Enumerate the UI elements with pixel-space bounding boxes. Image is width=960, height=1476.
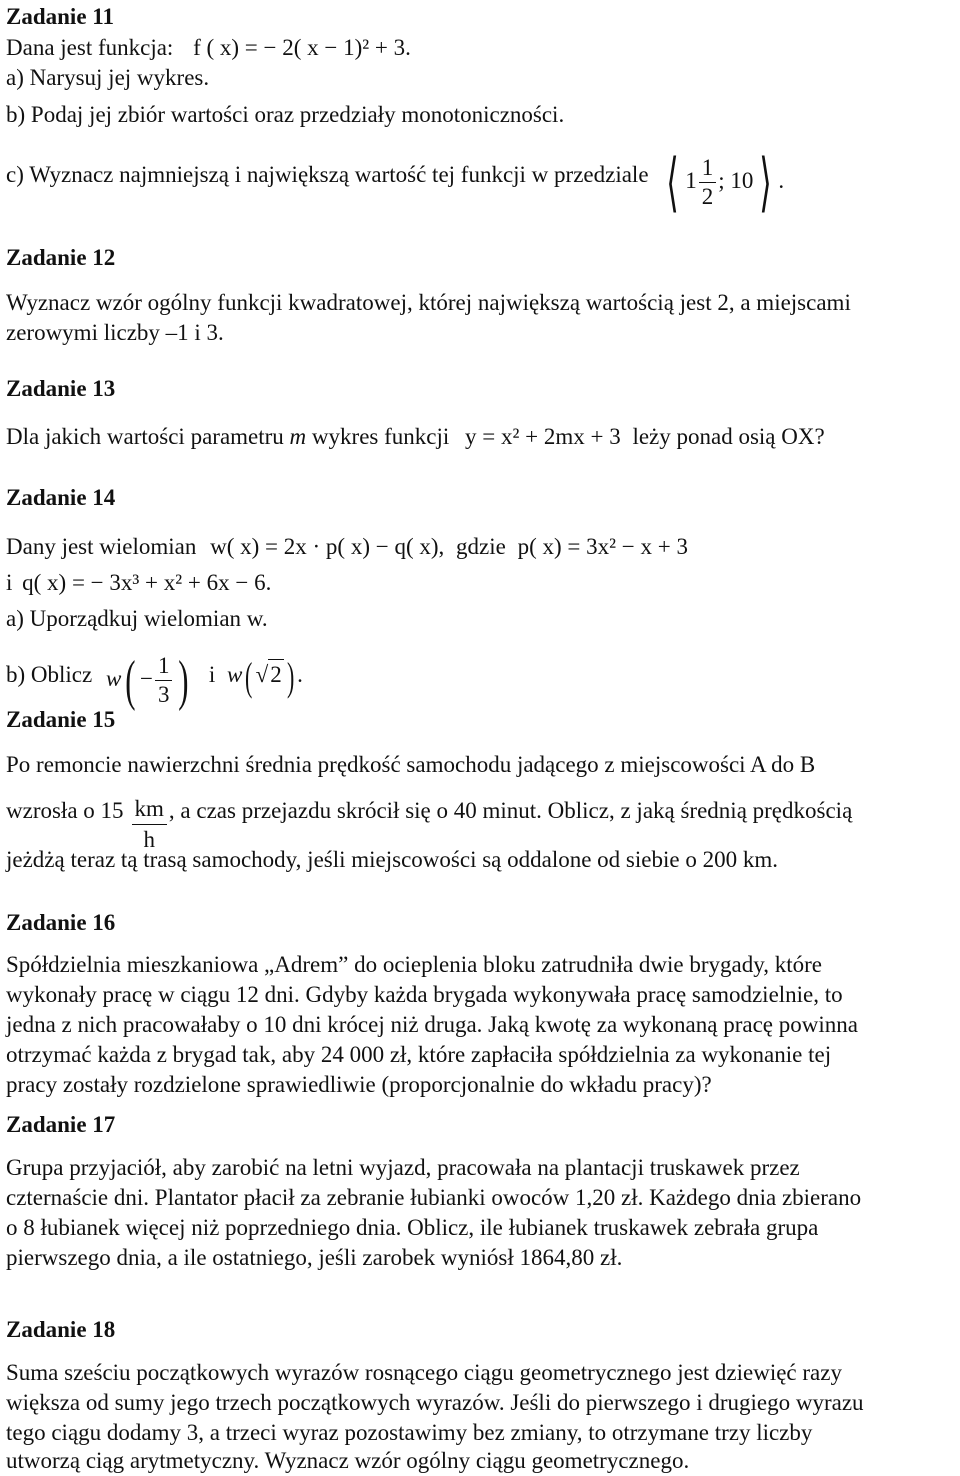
- task-17-line-2: czternaście dni. Plantator płacił za zebranie łubianki owoców 1,20 zł. Każdego dnia zbierano: [6, 1185, 862, 1210]
- task-13-parameter: m: [289, 424, 307, 449]
- task-17-line-4: pierwszego dnia, a ile ostatniego, jeśli zarobek wyniósł 1864,80 zł.: [6, 1245, 623, 1270]
- task-17-line-1: Grupa przyjaciół, aby zarobić na letni wyjazd, pracowała na plantacji truskawek przez: [6, 1155, 800, 1180]
- right-angle-bracket: ⟩: [759, 146, 773, 218]
- task-11-intro: Dana jest funkcja:: [6, 35, 174, 60]
- task-15-text-pre: wzrosła o 15: [6, 797, 124, 823]
- task-16-line-3: jedna z nich pracowałaby o 10 dni krócej niż druga. Jaką kwotę za wykonaną pracę powinna: [6, 1012, 858, 1037]
- task-13-text-post: leży ponad osią OX?: [632, 424, 825, 449]
- task-12-line-2: zerowymi liczby –1 i 3.: [6, 320, 224, 345]
- task-17-line-3: o 8 łubianek więcej niż poprzedniego dnia. Oblicz, ile łubianek truskawek zebrała grupa: [6, 1215, 819, 1240]
- left-angle-bracket: ⟨: [666, 146, 680, 218]
- task-11-part-a: a) Narysuj jej wykres.: [6, 65, 210, 90]
- task-11-period: .: [778, 167, 785, 193]
- task-14-part-b-text: b) Oblicz: [6, 661, 93, 687]
- task-15-title: Zadanie 15: [6, 707, 116, 732]
- task-14-gdzie: gdzie: [456, 534, 506, 559]
- fraction-numerator: 1: [155, 652, 173, 681]
- task-17-title: Zadanie 17: [6, 1112, 116, 1137]
- right-paren: ): [178, 649, 189, 712]
- task-12-title: Zadanie 12: [6, 245, 116, 270]
- document-page: [6, 0, 954, 1475]
- unit-denominator: h: [143, 827, 155, 852]
- task-11-interval: [660, 146, 785, 218]
- task-13-text-pre: Dla jakich wartości parametru: [6, 424, 284, 449]
- right-paren-2: ): [286, 653, 295, 699]
- task-15-line-1: Po remoncie nawierzchni średnia prędkość samochodu jadącego z miejscowości A do B: [6, 752, 816, 777]
- w-function: w: [105, 665, 122, 691]
- fraction-one-third: [155, 652, 173, 709]
- task-14-part-b-i: i: [208, 661, 216, 687]
- fraction-denominator: 3: [157, 682, 170, 707]
- task-18-line-4: utworzą ciąg arytmetyczny. Wyznacz wzór ogólny ciągu geometrycznego.: [6, 1448, 690, 1473]
- task-13-text-mid: wykres funkcji: [311, 424, 450, 449]
- task-18-line-1: Suma sześciu początkowych wyrazów rosnącego ciągu geometrycznego jest dziewięć razy: [6, 1360, 842, 1385]
- task-13-question: [6, 422, 825, 452]
- task-14-expression-2: [227, 653, 303, 699]
- task-14-title: Zadanie 14: [6, 485, 116, 510]
- task-14-line-1: [6, 532, 688, 562]
- task-14-q-definition: q( x) = − 3x³ + x² + 6x − 6.: [22, 570, 272, 595]
- task-16-line-1: Spółdzielnia mieszkaniowa „Adrem” do ocieplenia bloku zatrudniła dwie brygady, które: [6, 952, 823, 977]
- task-14-text-pre: Dany jest wielomian: [6, 534, 197, 559]
- task-14-w-definition: w( x) = 2x · p( x) − q( x),: [210, 534, 445, 559]
- task-12-line-1: Wyznacz wzór ogólny funkcji kwadratowej, której największą wartością jest 2, a miejscami: [6, 290, 851, 315]
- w-function-2: w: [227, 661, 243, 687]
- task-13-title: Zadanie 13: [6, 376, 116, 401]
- task-11-part-c: [6, 146, 785, 218]
- sqrt-icon: √: [255, 661, 269, 687]
- task-14-i: i: [6, 570, 13, 595]
- task-15-text-post: , a czas przejazdu skrócił się o 40 minut. Oblicz, z jaką średnią prędkością: [168, 797, 853, 823]
- interval-integer-part: 1: [685, 167, 697, 193]
- task-15-line-3: jeżdżą teraz tą trasą samochody, jeśli miejscowości są oddalone od siebie o 200 km.: [6, 847, 778, 872]
- task-11-formula: f ( x) = − 2( x − 1)² + 3.: [193, 35, 411, 60]
- task-14-part-a: a) Uporządkuj wielomian w.: [6, 606, 268, 631]
- left-paren-2: (: [245, 653, 253, 699]
- task-14-part-b: [6, 648, 303, 712]
- sqrt-argument: 2: [268, 659, 284, 690]
- task-11-definition: [6, 33, 411, 63]
- interval-fraction: [699, 154, 717, 211]
- task-16-line-2: wykonały pracę w ciągu 12 dni. Gdyby każda brygada wykonywała pracę samodzielnie, to: [6, 982, 843, 1007]
- interval-fraction-numerator: 1: [699, 154, 717, 183]
- task-16-title: Zadanie 16: [6, 910, 116, 935]
- task-18-line-3: tego ciągu dodamy 3, a trzeci wyraz pozostawimy bez zmiany, to otrzymane trzy liczby: [6, 1420, 813, 1445]
- task-15-line-2: [6, 782, 853, 852]
- interval-fraction-denominator: 2: [701, 184, 714, 209]
- task-14-period: .: [297, 661, 303, 687]
- task-13-formula: y = x² + 2mx + 3: [465, 424, 621, 449]
- task-14-p-definition: p( x) = 3x² − x + 3: [517, 534, 688, 559]
- task-18-line-2: większa od sumy jego trzech początkowych wyrazów. Jeśli do pierwszego i drugiego wyrazu: [6, 1390, 864, 1415]
- task-14-expression-1: [105, 649, 193, 712]
- interval-upper-bound: ; 10: [718, 167, 754, 193]
- task-11-part-c-text: c) Wyznacz najmniejszą i największą wartość tej funkcji w przedziale: [6, 161, 649, 187]
- unit-numerator: km: [132, 794, 167, 825]
- task-16-line-5: pracy zostały rozdzielone sprawiedliwie (proporcjonalnie do wkładu pracy)?: [6, 1072, 712, 1097]
- task-18-title: Zadanie 18: [6, 1317, 116, 1342]
- task-11-part-b: b) Podaj jej zbiór wartości oraz przedziały monotoniczności.: [6, 102, 565, 127]
- minus-sign: −: [139, 665, 153, 691]
- left-paren: (: [125, 649, 136, 712]
- task-14-line-2: [6, 568, 271, 598]
- task-11-title: Zadanie 11: [6, 4, 115, 29]
- task-16-line-4: otrzymać każda z brygad tak, aby 24 000 zł, które zapłaciła spółdzielnia za wykonanie tej: [6, 1042, 832, 1067]
